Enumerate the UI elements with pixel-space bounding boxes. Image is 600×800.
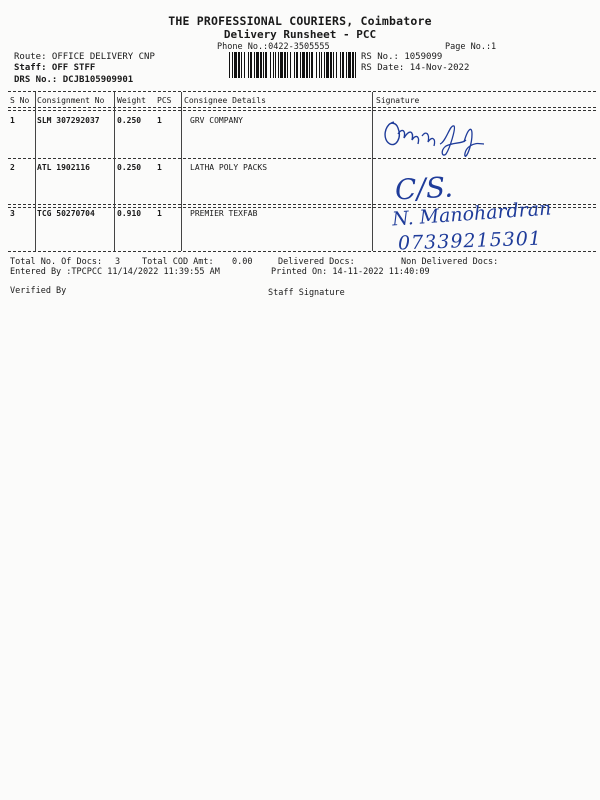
page-number: Page No.:1 xyxy=(445,42,497,52)
row-consignee: GRV COMPANY xyxy=(190,116,243,125)
row-pcs: 1 xyxy=(157,116,162,125)
col-header-weight: Weight xyxy=(117,96,146,105)
rs-date: RS Date: 14-Nov-2022 xyxy=(361,63,470,73)
cod-value: 0.00 xyxy=(232,257,253,267)
staff-signature: Staff Signature xyxy=(268,288,345,298)
row-weight: 0.250 xyxy=(117,163,142,172)
handwritten-name: N. Manohardran xyxy=(391,197,552,231)
cod-label: Total COD Amt: xyxy=(142,257,214,267)
handwritten-cs: C/S. xyxy=(394,170,454,207)
row-consignee: PREMIER TEXFAB xyxy=(190,209,258,218)
table-top-rule xyxy=(8,91,596,92)
total-docs-value: 3 xyxy=(115,257,121,267)
row-consignment: TCG 50270704 xyxy=(37,209,95,218)
handwritten-phone: 07339215301 xyxy=(397,227,543,255)
row-sno: 3 xyxy=(10,209,15,218)
table-header-rule xyxy=(8,107,596,108)
rs-number: RS No.: 1059099 xyxy=(361,52,443,62)
row-sno: 2 xyxy=(10,163,15,172)
col-sep-1 xyxy=(35,92,36,251)
col-sep-4 xyxy=(372,92,373,251)
table-bottom-rule xyxy=(8,251,596,252)
col-header-consignee: Consignee Details xyxy=(184,96,266,105)
printed-on: Printed On: 14-11-2022 11:40:09 xyxy=(271,267,430,277)
col-sep-3 xyxy=(181,92,182,251)
total-docs-label: Total No. Of Docs: xyxy=(10,257,103,267)
row-pcs: 1 xyxy=(157,163,162,172)
col-sep-2 xyxy=(114,92,115,251)
row-consignee: LATHA POLY PACKS xyxy=(190,163,268,172)
company-name: THE PROFESSIONAL COURIERS, Coimbatore xyxy=(168,14,432,28)
non-delivered-docs-label: Non Delivered Docs: xyxy=(401,257,499,267)
delivered-docs-label: Delivered Docs: xyxy=(278,257,355,267)
row-weight: 0.250 xyxy=(117,116,142,125)
row-weight: 0.910 xyxy=(117,209,142,218)
row-sno: 1 xyxy=(10,116,15,125)
verified-by: Verified By xyxy=(10,286,67,296)
row-divider-1 xyxy=(8,158,596,159)
col-header-sno: S No xyxy=(10,96,30,105)
col-header-signature: Signature xyxy=(376,96,420,105)
col-header-pcs: PCS xyxy=(157,96,172,105)
entered-by: Entered By :TPCPCC 11/14/2022 11:39:55 AM xyxy=(10,267,220,277)
row-pcs: 1 xyxy=(157,209,162,218)
row-consignment: SLM 307292037 xyxy=(37,116,100,125)
barcode-image xyxy=(229,52,357,78)
table-header-rule-2 xyxy=(8,110,596,111)
handwritten-signature-row1 xyxy=(380,114,490,158)
staff-label: Staff: OFF STFF xyxy=(14,63,96,73)
row-consignment: ATL 1902116 xyxy=(37,163,90,172)
route-label: Route: OFFICE DELIVERY CNP xyxy=(14,52,155,62)
document-title: Delivery Runsheet - PCC xyxy=(223,28,377,41)
col-header-consignment: Consignment No xyxy=(37,96,105,105)
drs-number: DRS No.: DCJB105909901 xyxy=(14,75,134,85)
phone-number: Phone No.:0422-3505555 xyxy=(217,42,330,52)
